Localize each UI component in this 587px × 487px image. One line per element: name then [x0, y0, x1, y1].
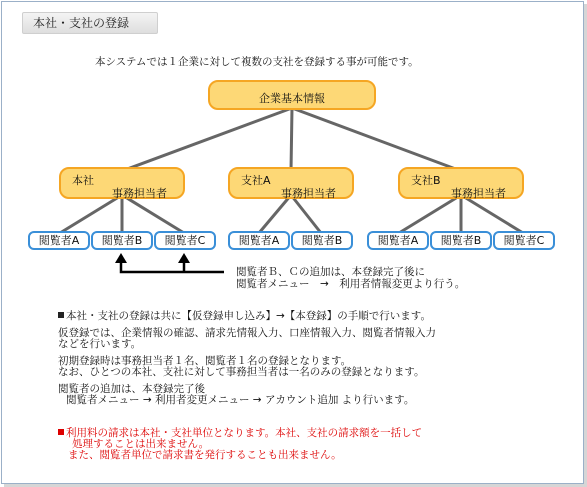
viewer-node: 閲覧者B [91, 231, 153, 250]
branch-node-honsha [59, 167, 185, 199]
viewer-node: 閲覧者A [228, 231, 290, 250]
connector-root-honsha [122, 108, 292, 171]
root-node [208, 80, 376, 110]
procedure-text [58, 310, 431, 322]
billing-warning-line1-body: 利用料の請求は本社・支社単位となります。本社、支社の請求額を一括して [66, 427, 423, 439]
branch-role: 事務担当者 [112, 187, 167, 200]
billing-warning-line3: また、閲覧者単位で請求書を発行することも出来ません。 [68, 449, 342, 461]
provisional-text-line1: 仮登録では、企業情報の確認、請求先情報入力、口座情報入力、閲覧者情報入力 [58, 327, 436, 339]
initial-registration-line1: 初期登録時は事務担当者１名、閲覧者１名の登録となります。 [58, 355, 352, 367]
addition-note-line1: 閲覧者Ｂ、Ｃの追加は、本登録完了後に [236, 266, 425, 278]
branch-name: 本社 [72, 174, 94, 187]
procedure-text-body: 本社・支社の登録は共に【仮登録申し込み】→【本登録】の手順で行います。 [66, 310, 431, 322]
branch-role: 事務担当者 [281, 187, 336, 200]
addition-arrow [121, 262, 224, 272]
viewer-node: 閲覧者A [367, 231, 429, 250]
addition-note-line2: 閲覧者メニュー → 利用者情報変更より行う。 [236, 278, 466, 290]
section-title: 本社・支社の登録 [22, 12, 158, 34]
connector-root-shisha-b [292, 108, 461, 171]
provisional-text-line2: などを行います。 [58, 338, 142, 350]
viewer-addition-line1: 閲覧者の追加は、本登録完了後 [58, 383, 205, 395]
viewer-node: 閲覧者C [154, 231, 216, 250]
viewer-node: 閲覧者A [28, 231, 90, 250]
initial-registration-line2: なお、ひとつの本社、支社に対して事務担当者は一名のみの登録となります。 [58, 366, 425, 378]
viewer-node: 閲覧者C [493, 231, 555, 250]
viewer-node: 閲覧者B [291, 231, 353, 250]
branch-name: 支社B [411, 174, 441, 187]
bullet-red-square-icon [58, 429, 64, 435]
branch-name: 支社A [241, 174, 271, 187]
arrow-head-viewer-b [115, 253, 127, 263]
connector-root-shisha-a [291, 108, 292, 171]
branch-role: 事務担当者 [451, 187, 506, 200]
intro-text: 本システムでは１企業に対して複数の支社を登録する事が可能です。 [95, 56, 419, 68]
branch-node-shisha-b [398, 167, 524, 199]
viewer-addition-line2: 閲覧者メニュー → 利用者変更メニュー → アカウント追加 より行います。 [66, 394, 415, 406]
root-node-label: 企業基本情報 [259, 92, 325, 105]
branch-node-shisha-a [228, 167, 354, 199]
billing-warning-line2: 処理することは出来ません。 [72, 438, 210, 450]
bullet-square-icon [58, 312, 64, 318]
arrow-head-viewer-c [178, 253, 190, 263]
viewer-node: 閲覧者B [430, 231, 492, 250]
